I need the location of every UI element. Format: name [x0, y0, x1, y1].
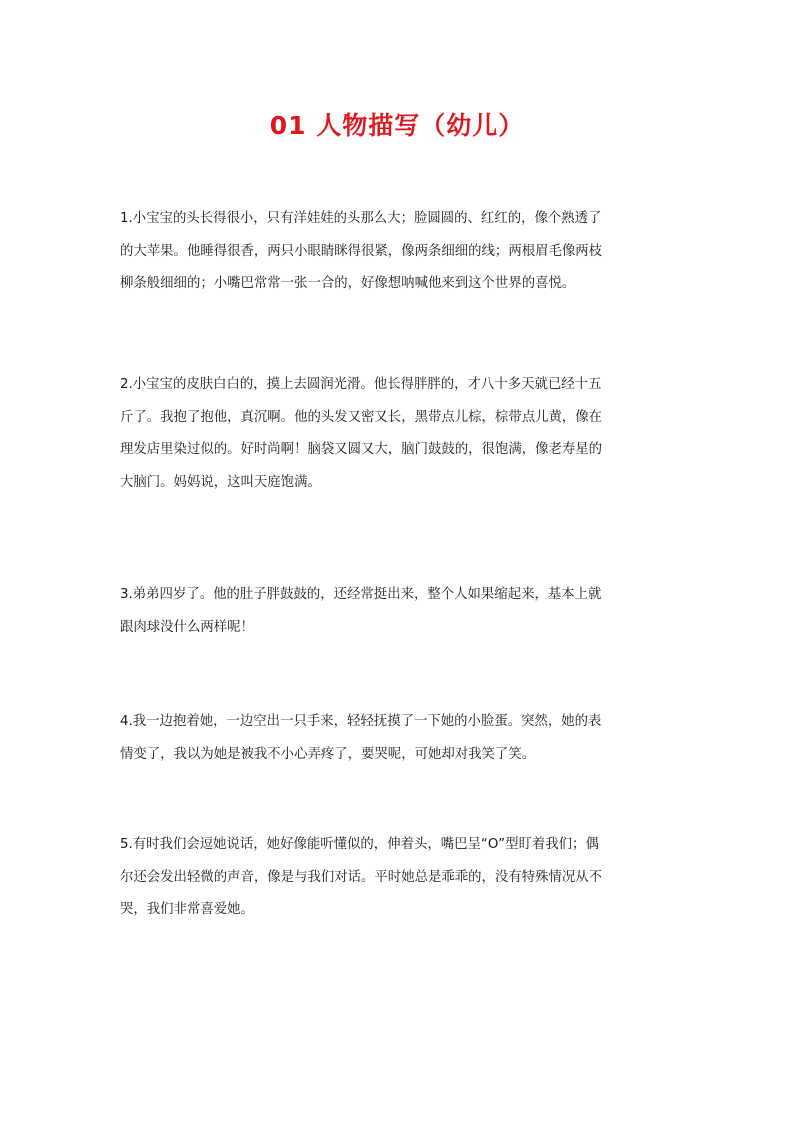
paragraph-2	[120, 369, 662, 499]
page-title: 01 人物描写（幼儿）	[269, 111, 525, 140]
paragraph-line: 尔还会发出轻微的声音，像是与我们对话。平时她总是乖乖的，没有特殊情况从不	[120, 869, 603, 885]
paragraph-line: 4.我一边抱着她，一边空出一只手来，轻轻抚摸了一下她的小脸蛋。突然，她的表	[120, 714, 602, 729]
paragraph-line: 大脑门。妈妈说，这叫天庭饱满。	[120, 474, 321, 490]
paragraph-1	[120, 203, 662, 301]
paragraph-line: 柳条般细细的；小嘴巴常常一张一合的，好像想呐喊他来到这个世界的喜悦。	[120, 276, 576, 291]
paragraph-3	[120, 579, 662, 644]
paragraph-line: 1.小宝宝的头长得很小，只有洋娃娃的头那么大；脸圆圆的、红红的，像个熟透了	[120, 211, 602, 226]
paragraph-line: 理发店里染过似的。好时尚啊！脑袋又圆又大，脑门鼓鼓的，很饱满，像老寿星的	[120, 442, 603, 457]
paragraph-line: 3.弟弟四岁了。他的肚子胖鼓鼓的，还经常挺出来，整个人如果缩起来，基本上就	[120, 587, 602, 602]
paragraph-line: 哭，我们非常喜爱她。	[120, 902, 254, 917]
paragraph-line: 5.有时我们会逗她说话，她好像能听懂似的，伸着头，嘴巴呈“O”型盯着我们；偶	[120, 837, 599, 852]
paragraph-line: 情变了，我以为她是被我不小心弄疼了，要哭呢，可她却对我笑了笑。	[120, 746, 536, 762]
paragraph-5	[120, 829, 662, 927]
paragraph-line: 2.小宝宝的皮肤白白的，摸上去圆润光滑。他长得胖胖的，才八十多天就已经十五	[120, 377, 602, 392]
paragraph-line: 的大苹果。他睡得很香，两只小眼睛眯得很紧，像两条细细的线；两根眉毛像两枝	[120, 243, 603, 259]
paragraph-4	[120, 706, 662, 771]
paragraph-line: 斤了。我抱了抱他，真沉啊。他的头发又密又长，黑带点儿棕，棕带点儿黄，像在	[120, 409, 603, 425]
paragraph-line: 跟肉球没什么两样呢！	[120, 619, 254, 635]
